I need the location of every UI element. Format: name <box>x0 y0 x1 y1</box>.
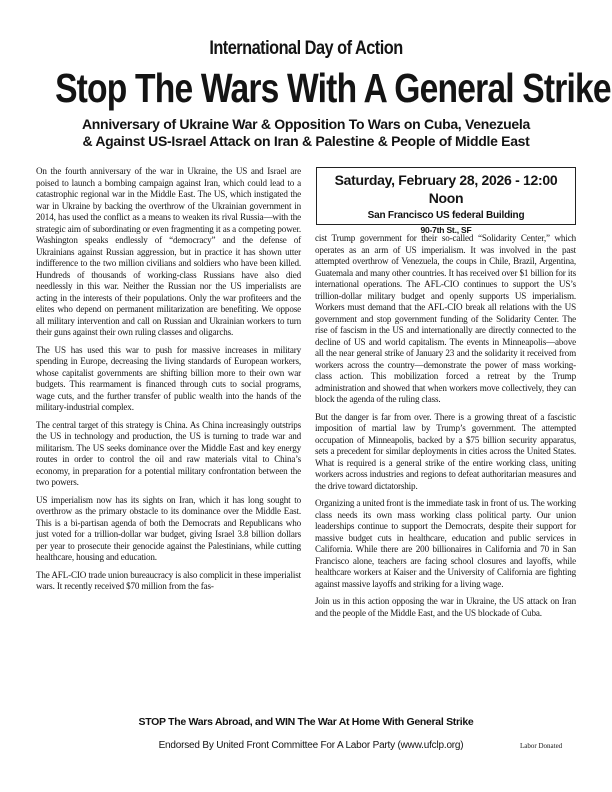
paragraph: But the danger is far from over. There is a growing threat of a fascistic imposition of martial law by Trump’s government. The attempted occupation of Minneapolis, backed by a $75 billion security apparatus, sets a precedent for similar deployments in cities across the United States. What is required is a general strike of the entire working class, uniting workers across industries and regions to defeat authoritarian measures and the drive toward dictatorship. <box>315 411 576 491</box>
headline: Stop The Wars With A General Strike <box>55 65 611 111</box>
paragraph: The US has used this war to push for massive increases in military spending in Europe, decreasing the living standards of European workers, whose capitalist governments are shifting billion more to their own war budgets. This rearmament is financed through cuts to social programs, wage cuts, and the further transfer of public wealth into the hands of the military-industrial complex. <box>36 344 301 412</box>
paragraph: cist Trump government for their so-called “Solidarity Center,” which operates as an arm of US imperialism. It was involved in the past attempted overthrow of Venezuela, the coups in Chile, Brazil, Argentina, Guatemala and many other countries. It has received over $1 billion for its international operations. The AFL-CIO continues to support the US’s trillion-dollar military budget and openly supports US imperialism. Workers must demand that the AFL-CIO break all relations with the US government and stop government funding of the Solidarity Center. The rise of fascism in the US and internationally are directly connected to the decline of US and world capitalism. The events in Minneapolis—above all the near general strike of January 23 and the solidarity it received from workers across the country—demonstrate the power of mass working-class action. This mobilization forced a retreat by the Trump administration and showed that when workers move collectively, they can block the agenda of the ruling class. <box>315 233 576 404</box>
union-bug: Labor Donated <box>520 742 563 750</box>
left-column <box>36 166 301 599</box>
paragraph: Join us in this action opposing the war in Ukraine, the US attack on Iran and the people of the Middle East, and the US blockade of Cuba. <box>315 596 576 618</box>
paragraph: The AFL-CIO trade union bureaucracy is also complicit in these imperialist wars. It recently received $70 million from the fas- <box>36 569 301 591</box>
paragraph: On the fourth anniversary of the war in Ukraine, the US and Israel are poised to launch a bombing campaign against Iran, which could lead to a catastrophic regional war in the Middle East. The US, which instigated the war in Ukraine by backing the overthrow of the Ukrainian government in 2014, has used the conflict as a means to weaken its rival Russia—with the strategic aim of subordinating or even fragmenting it as a competing power. Washington speaks endlessly of “democracy” and the defense of Ukrainians against Russian aggression, but in practice it has shown utter indifference to the two million civilians and soldiers who have been killed. Hundreds of thousands of working-class Russians have also died needlessly in this war. Neither the Russian nor the US imperialists are acting in the interests of their populations. Only the war profiteers and the elites who depend on permanent militarization are benefiting. We oppose all military intervention and call on Russian and Ukrainian workers to turn their guns against their own ruling classes and oligarchs. <box>36 166 301 337</box>
paragraph: Organizing a united front is the immediate task in front of us. The working class needs its own mass working class political party. Our union leaderships continue to support the Democrats, despite their support for massive budget cuts in healthcare, education and public services in California. While there are 200 billionaires in California and 70 in San Francisco alone, teachers are facing school closures and layoffs, while healthcare workers at Kaiser and the University of California are fighting against massive layoffs and striking for a living wage. <box>315 498 576 589</box>
event-date-time: Saturday, February 28, 2026 - 12:00 Noon <box>334 172 558 206</box>
event-venue: San Francisco US federal Building <box>367 210 525 221</box>
kicker-title: International Day of Action <box>209 38 403 59</box>
event-address: 90-7th St., SF <box>420 225 472 235</box>
endorsement-line: Endorsed By United Front Committee For A Labor Party (www.ufclp.org) <box>158 740 464 751</box>
footer-slogan: STOP The Wars Abroad, and WIN The War At Home With General Strike <box>138 716 474 728</box>
event-box <box>316 167 576 235</box>
subhead-line-1: Anniversary of Ukraine War & Opposition To Wars on Cuba, Venezuela <box>82 116 530 132</box>
right-column <box>315 233 576 625</box>
paragraph: US imperialism now has its sights on Iran, which it has long sought to overthrow as the primary obstacle to its dominance over the Middle East. This is a bi-partisan agenda of both the Democrats and Republicans who just voted for a trillion-dollar war budget, giving Israel 3.8 billion dollars per year to prosecute their genocide against the Palestinians, while cutting healthcare, housing and education. <box>36 494 301 562</box>
subheadline <box>80 116 532 150</box>
paragraph: The central target of this strategy is China. As China increasingly outstrips the US in technology and production, the US is turning to trade war and militarism. The US seeks dominance over the Middle East and key energy routes in order to control the oil and raw materials vital to China’s economy, in preparation for a potential military confrontation between the two powers. <box>36 419 301 487</box>
subhead-line-2: & Against US-Israel Attack on Iran & Palestine & People of Middle East <box>82 133 530 149</box>
